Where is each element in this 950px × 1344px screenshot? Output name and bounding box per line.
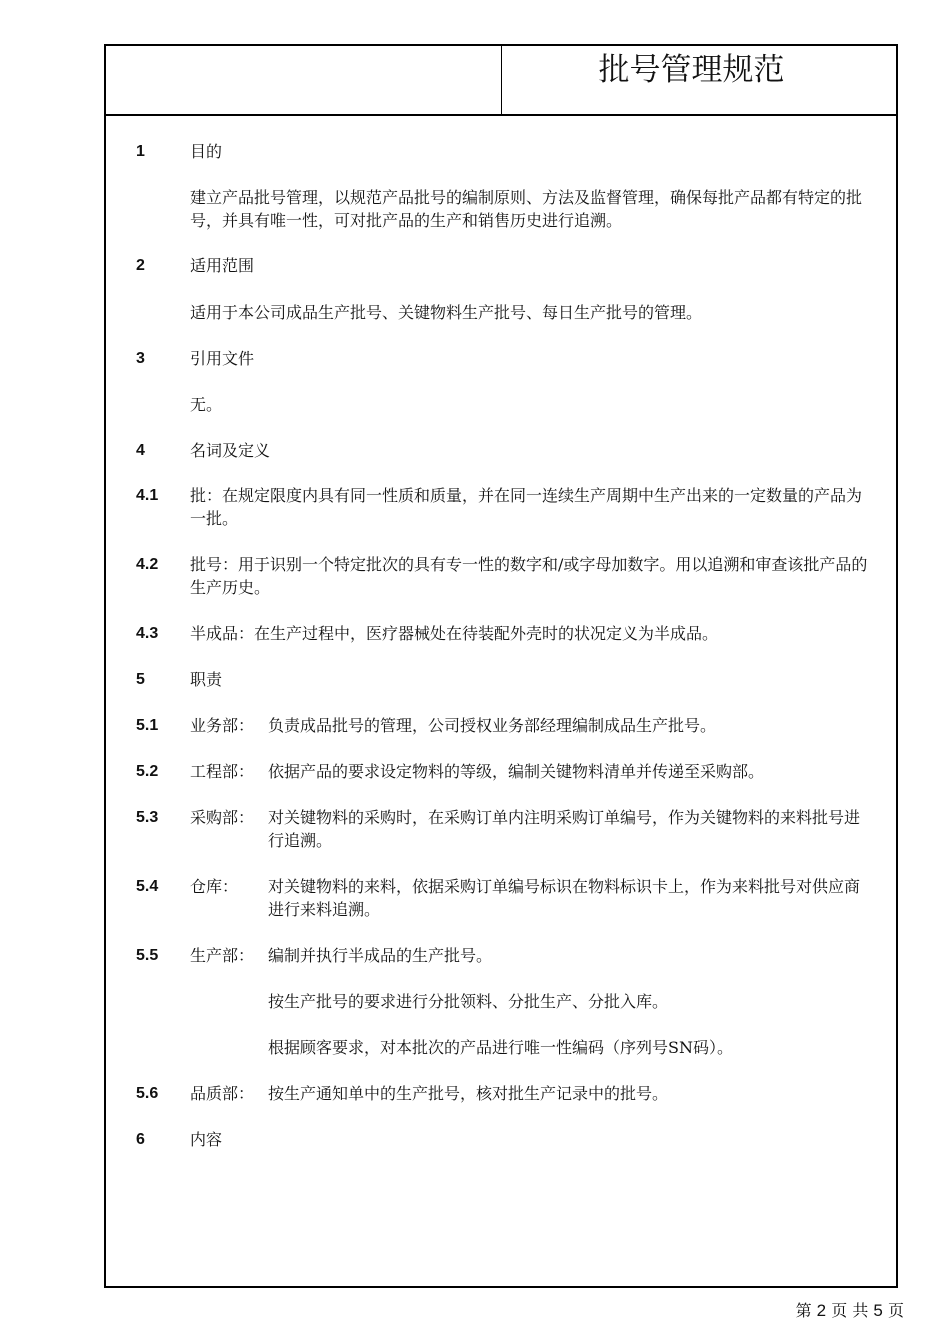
section-title: 目的 xyxy=(190,142,223,161)
footer-mid: 页 共 xyxy=(831,1301,869,1320)
document-frame xyxy=(104,44,898,1288)
responsibility-text: 对关键物料的来料，依据采购订单编号标识在物料标识卡上，作为来料批号对供应商进行来料追溯。 xyxy=(268,877,861,919)
section-number: 5.5 xyxy=(136,947,159,964)
footer-prefix: 第 xyxy=(795,1301,812,1320)
paragraph: 无。 xyxy=(190,395,223,414)
section-number: 2 xyxy=(136,257,145,274)
department-label: 仓库： xyxy=(190,877,239,896)
paragraph: 适用于本公司成品生产批号、关键物料生产批号、每日生产批号的管理。 xyxy=(190,303,703,322)
section-title: 适用范围 xyxy=(190,256,255,275)
section-title: 名词及定义 xyxy=(190,441,271,460)
responsibility-text: 按生产批号的要求进行分批领料、分批生产、分批入库。 xyxy=(268,992,669,1011)
section-number: 5.4 xyxy=(136,878,159,895)
section-number: 5.6 xyxy=(136,1085,159,1102)
section-title: 内容 xyxy=(190,1130,223,1149)
section-number: 5.2 xyxy=(136,763,159,780)
section-number: 4.1 xyxy=(136,487,159,504)
definition-text: 批：在规定限度内具有同一性质和质量，并在同一连续生产周期中生产出来的一定数量的产品为一批。 xyxy=(190,486,863,528)
responsibility-text: 编制并执行半成品的生产批号。 xyxy=(268,946,493,965)
header-logo-cell xyxy=(106,46,502,114)
definition-text: 批号：用于识别一个特定批次的具有专一性的数字和/或字母加数字。用以追溯和审查该批产品的生产历史。 xyxy=(190,555,868,597)
header xyxy=(106,46,896,116)
department-label: 采购部： xyxy=(190,808,255,827)
section-number: 5 xyxy=(136,671,145,688)
department-label: 生产部： xyxy=(190,946,255,965)
section-number: 1 xyxy=(136,143,145,160)
definition-text: 半成品：在生产过程中，医疗器械处在待装配外壳时的状况定义为半成品。 xyxy=(190,624,719,643)
responsibility-text: 依据产品的要求设定物料的等级，编制关键物料清单并传递至采购部。 xyxy=(268,762,765,781)
section-title: 职责 xyxy=(190,670,223,689)
department-label: 工程部： xyxy=(190,762,255,781)
responsibility-text: 对关键物料的采购时，在采购订单内注明采购订单编号，作为关键物料的来料批号进行追溯。 xyxy=(268,808,861,850)
section-number: 3 xyxy=(136,350,145,367)
page-total: 5 xyxy=(873,1301,883,1320)
section-title: 引用文件 xyxy=(190,349,255,368)
section-number: 4.3 xyxy=(136,625,159,642)
responsibility-text: 按生产通知单中的生产批号，核对批生产记录中的批号。 xyxy=(268,1084,669,1103)
document-title: 批号管理规范 xyxy=(598,52,785,88)
footer-suffix: 页 xyxy=(887,1301,904,1320)
department-label: 业务部： xyxy=(190,716,255,735)
section-number: 5.1 xyxy=(136,717,159,734)
department-label: 品质部： xyxy=(190,1084,255,1103)
paragraph: 建立产品批号管理，以规范产品批号的编制原则、方法及监督管理，确保每批产品都有特定的批号，并具有唯一性，可对批产品的生产和销售历史进行追溯。 xyxy=(190,188,863,230)
responsibility-text: 负责成品批号的管理，公司授权业务部经理编制成品生产批号。 xyxy=(268,716,717,735)
page-footer xyxy=(796,1298,904,1321)
section-number: 6 xyxy=(136,1131,145,1148)
section-number: 4 xyxy=(136,442,145,459)
section-number: 4.2 xyxy=(136,556,159,573)
responsibility-text: 根据顾客要求，对本批次的产品进行唯一性编码（序列号SN码）。 xyxy=(268,1038,733,1057)
page-number: 2 xyxy=(816,1301,827,1320)
section-number: 5.3 xyxy=(136,809,159,826)
